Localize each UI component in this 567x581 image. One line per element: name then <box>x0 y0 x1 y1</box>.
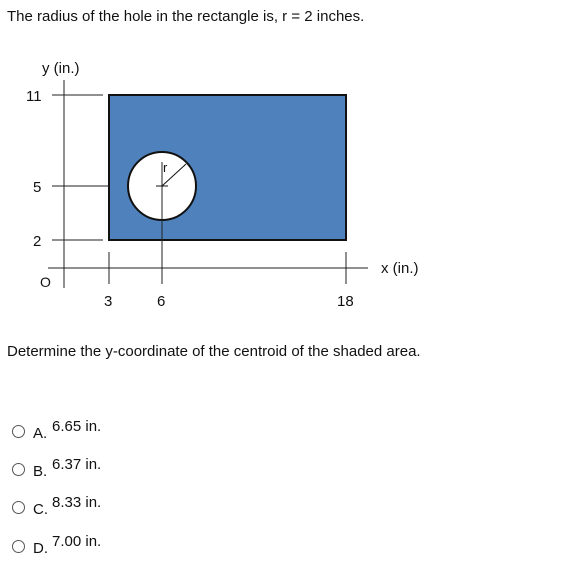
option-a[interactable] <box>12 418 212 444</box>
x-tick-label-18: 18 <box>337 293 354 310</box>
x-tick-label-3: 3 <box>104 293 113 310</box>
radius-label: r <box>163 160 168 175</box>
y-tick-label-5: 5 <box>33 179 42 196</box>
radio-d[interactable] <box>12 540 25 553</box>
y-tick-label-2: 2 <box>33 233 42 250</box>
radio-b[interactable] <box>12 463 25 476</box>
option-c[interactable] <box>12 494 212 520</box>
option-d[interactable] <box>12 533 212 559</box>
y-axis-label: y (in.) <box>42 60 80 77</box>
x-axis-label: x (in.) <box>381 260 419 277</box>
option-b-text: 6.37 in. <box>52 456 102 473</box>
option-c-text: 8.33 in. <box>52 494 102 511</box>
radio-c[interactable] <box>12 501 25 514</box>
question-text: Determine the y-coordinate of the centroid of the shaded area. <box>7 343 421 360</box>
option-a-text: 6.65 in. <box>52 418 102 435</box>
option-d-letter: D. <box>33 540 48 557</box>
y-tick-label-11: 11 <box>26 88 42 105</box>
option-a-letter: A. <box>33 425 48 442</box>
origin-label: O <box>40 274 51 290</box>
problem-statement: The radius of the hole in the rectangle is, r = 2 inches. <box>7 8 365 25</box>
option-d-text: 7.00 in. <box>52 533 102 550</box>
radio-a[interactable] <box>12 425 25 438</box>
option-c-letter: C. <box>33 501 48 518</box>
x-tick-label-6: 6 <box>157 293 166 310</box>
option-b[interactable] <box>12 456 212 482</box>
option-b-letter: B. <box>33 463 48 480</box>
